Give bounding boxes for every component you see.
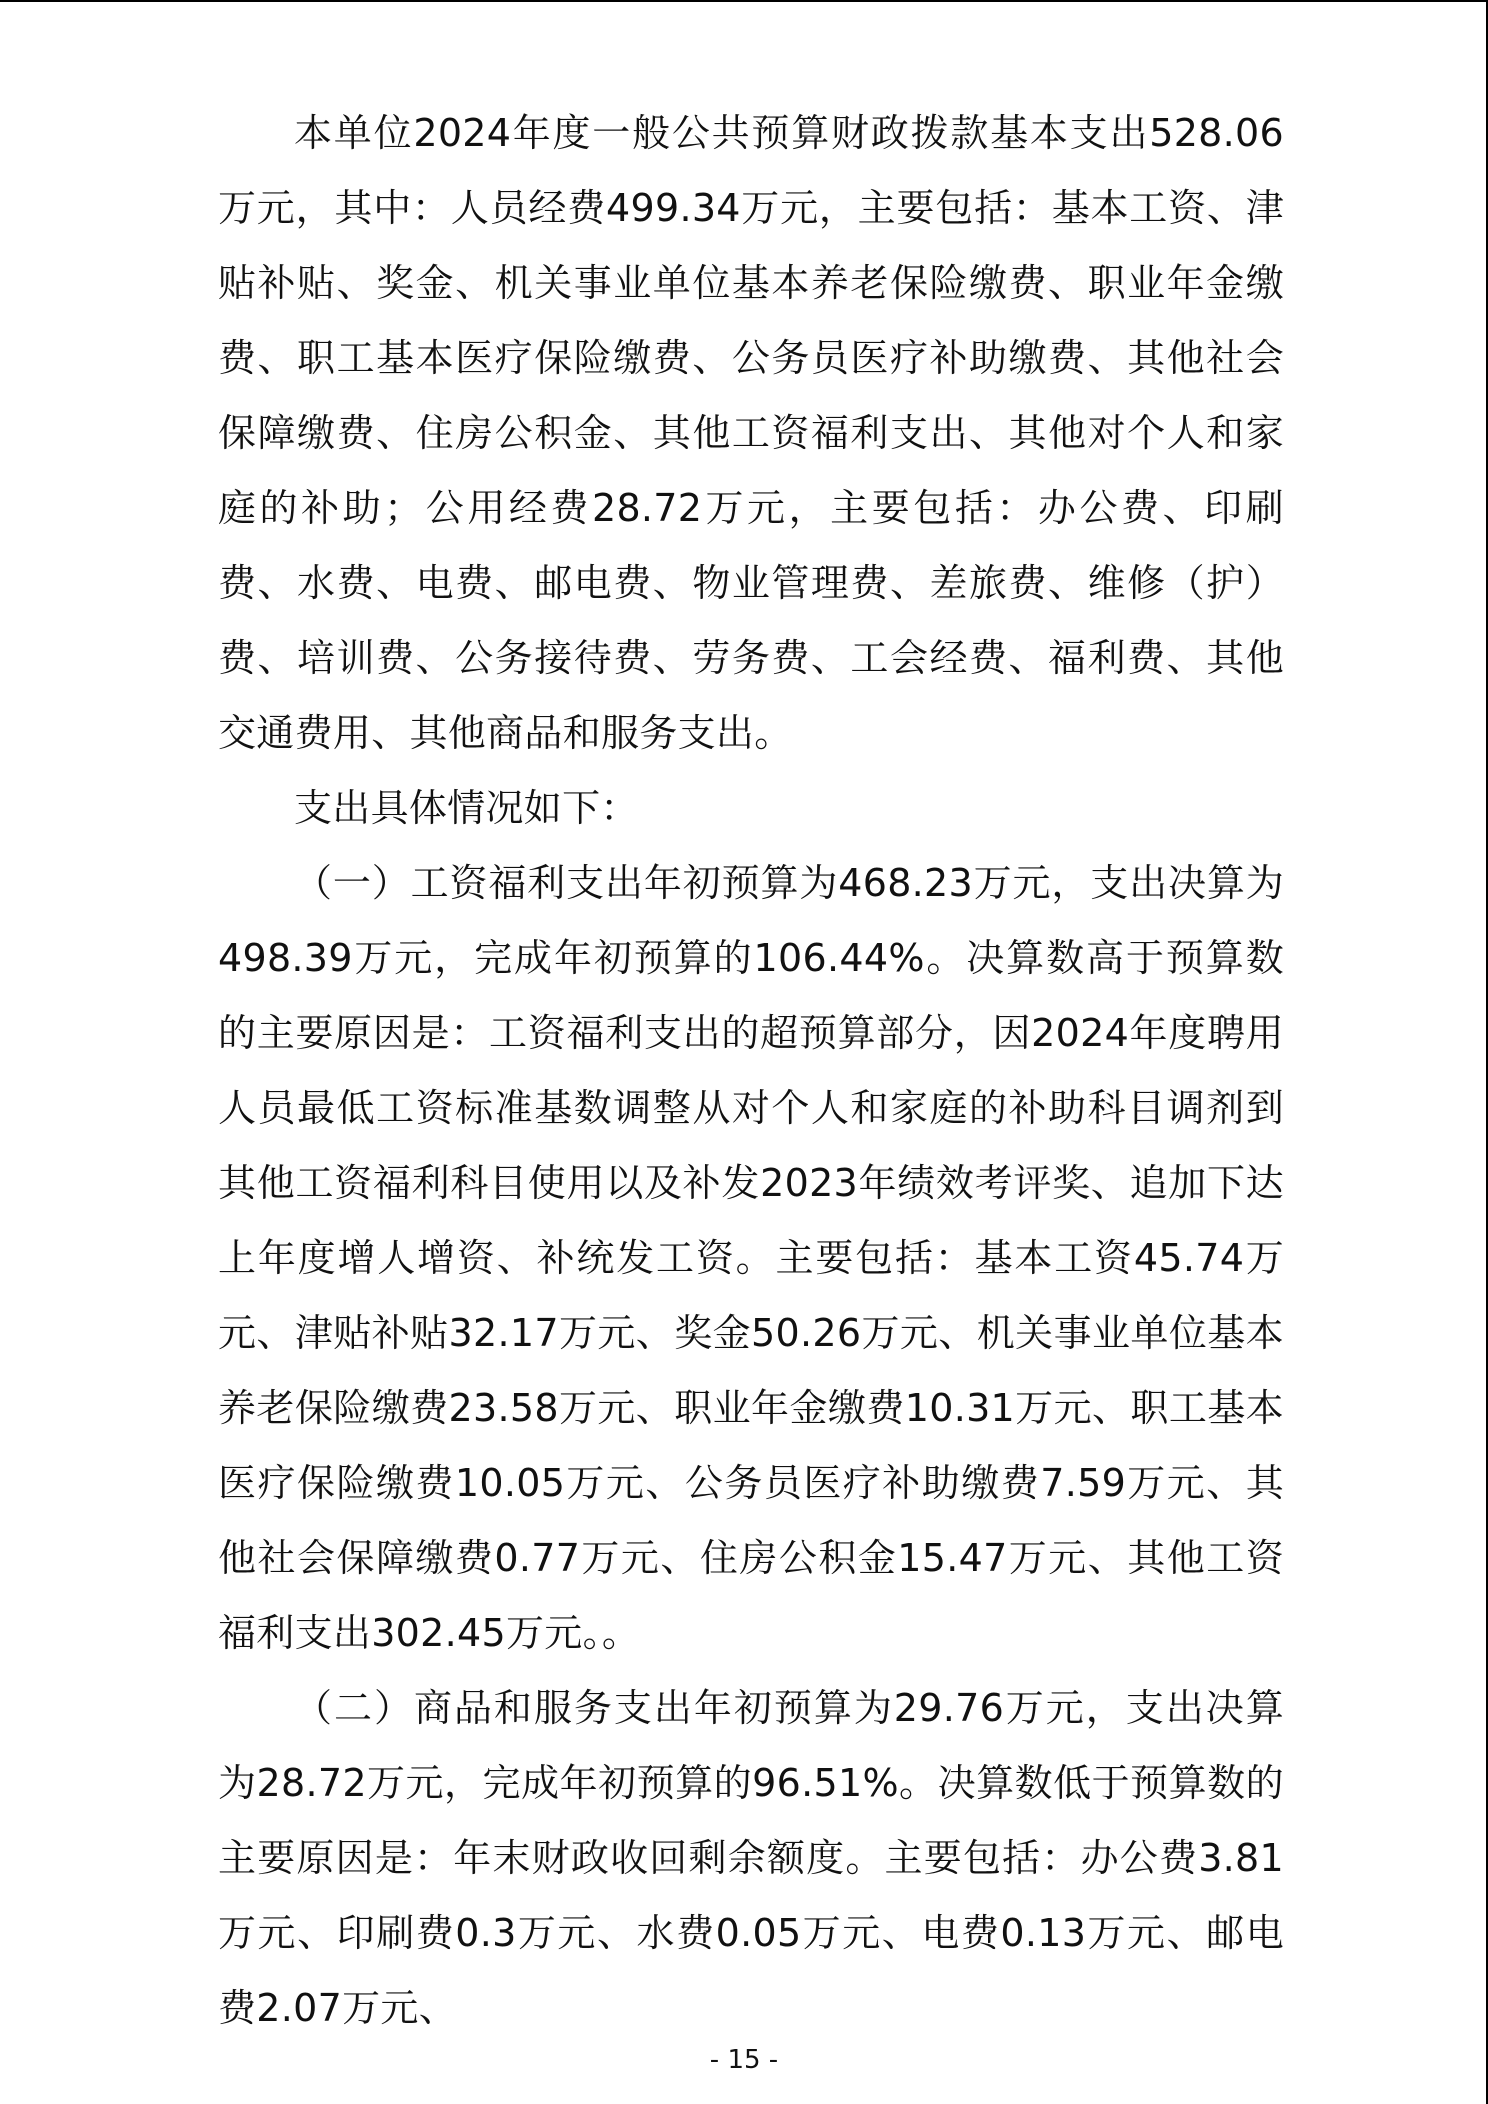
paragraph-expenditure-intro: 支出具体情况如下： [294,786,639,830]
page-number: - 15 - [709,2045,779,2075]
document-body [218,96,1284,2046]
paragraph-goods-services: （二）商品和服务支出年初预算为29.76万元，支出决算为28.72万元，完成年初预算的96.51%。决算数低于预算数的主要原因是：年末财政收回剩余额度。主要包括：办公费3.81万元、印刷费0.3万元、水费0.05万元、电费0.13万元、邮电费2.07万元、 [218,1686,1284,2030]
paragraph-basic-expenditure: 本单位2024年度一般公共预算财政拨款基本支出528.06万元，其中：人员经费499.34万元，主要包括：基本工资、津贴补贴、奖金、机关事业单位基本养老保险缴费、职业年金缴费、职工基本医疗保险缴费、公务员医疗补助缴费、其他社会保障缴费、住房公积金、其他工资福利支出、其他对个人和家庭的补助；公用经费28.72万元，主要包括：办公费、印刷费、水费、电费、邮电费、物业管理费、差旅费、维修（护）费、培训费、公务接待费、劳务费、工会经费、福利费、其他交通费用、其他商品和服务支出。 [218,111,1284,755]
paragraph-salary-welfare: （一）工资福利支出年初预算为468.23万元，支出决算为498.39万元，完成年初预算的106.44%。决算数高于预算数的主要原因是：工资福利支出的超预算部分，因2024年度聘用人员最低工资标准基数调整从对个人和家庭的补助科目调剂到其他工资福利科目使用以及补发2023年绩效考评奖、追加下达上年度增人增资、补统发工资。主要包括：基本工资45.74万元、津贴补贴32.17万元、奖金50.26万元、机关事业单位基本养老保险缴费23.58万元、职业年金缴费10.31万元、职工基本医疗保险缴费10.05万元、公务员医疗补助缴费7.59万元、其他社会保障缴费0.77万元、住房公积金15.47万元、其他工资福利支出302.45万元。。 [218,861,1284,1655]
page-top-border [0,0,1488,2]
